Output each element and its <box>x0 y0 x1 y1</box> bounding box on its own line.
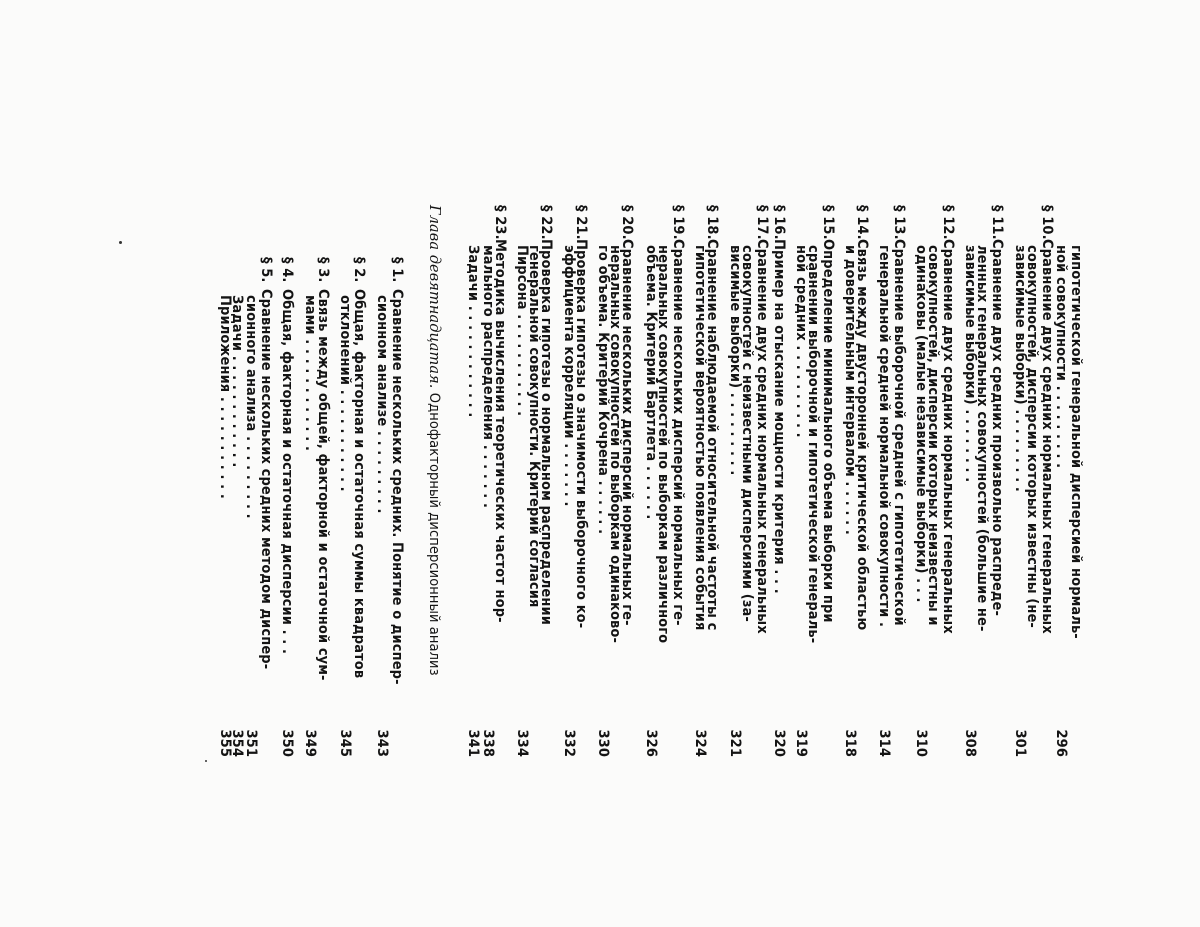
section-number: § 10. <box>1039 205 1055 240</box>
page-number: 334 <box>514 729 530 757</box>
toc-entry-text: неральных совокупностей по выборкам различного <box>655 245 671 644</box>
toc-line <box>793 205 809 765</box>
chapter-heading <box>426 205 442 765</box>
page-number: 349 <box>302 729 318 757</box>
toc-entry-text: мального распределения . . . . . . . <box>480 245 496 509</box>
toc-line <box>1053 205 1069 765</box>
toc-line <box>771 205 787 765</box>
toc-entry-text: Сравнение нескольких средних. Понятие о диспер- <box>389 289 405 685</box>
section-number: § 12. <box>940 205 956 240</box>
toc-entry-text: Связь между двусторонней критической областью <box>854 239 870 631</box>
toc-entry-text: Пирсона . . . . . . . . . . . <box>514 245 530 417</box>
toc-entry-text: висимые выборки) . . . . . . . . . <box>727 245 743 476</box>
toc-line <box>337 205 353 765</box>
toc-entry-text: эффициента корреляции . . . . . . . <box>561 245 577 507</box>
page-number: 308 <box>962 729 978 757</box>
toc-entry-text: Сравнение наблюдаемой относительной частоты с <box>704 239 720 631</box>
page-number: 343 <box>374 729 390 757</box>
toc-entry-text: совокупностей, дисперсии которых неизвестны и <box>925 245 941 626</box>
toc-line <box>243 205 259 765</box>
page-number: 351 <box>243 729 259 757</box>
section-number: § 16. <box>771 205 787 240</box>
page-number: 324 <box>692 729 708 757</box>
toc-entry-text: и доверительным интервалом . . . . . . <box>842 245 858 535</box>
page-number: 355 <box>217 729 233 757</box>
page-number: 296 <box>1053 729 1069 757</box>
toc-entry-text: Сравнение выборочной средней с гипотетической <box>891 239 907 626</box>
page-number: 338 <box>480 729 496 757</box>
toc-line <box>595 205 611 765</box>
toc-entry-text: неральных совокупностей по выборкам одинаково- <box>607 245 623 643</box>
section-number: § 15. <box>820 205 836 240</box>
toc-entry-text: Сравнение двух средних нормальных генеральных <box>754 239 770 634</box>
section-number: § 18. <box>704 205 720 240</box>
toc-line <box>302 205 318 765</box>
page-number: 320 <box>771 729 787 757</box>
toc-entry-text: сионного анализа . . . . . . . . . <box>243 295 259 519</box>
toc-line <box>876 205 892 765</box>
toc-entry-text: Сравнение двух средних произвольно распреде- <box>989 239 1005 617</box>
section-number: § 21. <box>573 205 589 240</box>
page-number: 332 <box>561 729 577 757</box>
scan-speck <box>205 760 207 762</box>
page-number: 326 <box>643 729 659 757</box>
toc-line <box>670 205 686 765</box>
chapter-label: Глава девятнадцатая. <box>426 205 442 389</box>
section-number: § 22. <box>538 205 554 240</box>
toc-entry-text: отклонений . . . . . . . . . . . <box>337 295 353 492</box>
toc-entry-text: сионном анализе . . . . . . . . . <box>374 295 390 514</box>
toc-line <box>727 205 743 765</box>
section-number: § 14. <box>854 205 870 240</box>
section-number: § 13. <box>891 205 907 240</box>
toc-entry-text: зависимые выборки) . . . . . . . . <box>962 245 978 483</box>
toc-entry-text: Сравнение нескольких дисперсий нормальных ге- <box>670 239 686 626</box>
toc-line <box>480 205 496 765</box>
section-number: § 11. <box>989 205 1005 240</box>
section-number: § 19. <box>670 205 686 240</box>
toc-line <box>258 205 274 765</box>
toc-entry-text: одинаковы (малые независимые выборки) . . . <box>913 245 929 603</box>
section-number: § 3. <box>315 257 331 283</box>
toc-entry-text: Проверка гипотезы о значимости выборочного ко- <box>573 239 589 629</box>
toc-line <box>643 205 659 765</box>
toc-entry-text: Сравнение двух средних нормальных генеральных <box>940 239 956 634</box>
page-number: 321 <box>727 729 743 757</box>
chapter-title: Однофакторный дисперсионный анализ <box>426 392 442 676</box>
toc-entry-text: сравнении выборочной и гипотетической генераль- <box>805 245 821 644</box>
page-number: 341 <box>465 729 481 757</box>
toc-line <box>561 205 577 765</box>
toc-entry-text: Общая, факторная и остаточная дисперсии . . . <box>279 289 295 655</box>
page-number: 354 <box>229 729 245 757</box>
toc-entry-text: мами . . . . . . . . . . . . <box>302 295 318 451</box>
toc-entry-text: генеральной совокупности. Критерий согласия <box>526 245 542 608</box>
section-number: § 4. <box>279 257 295 283</box>
toc-line <box>279 205 295 765</box>
table-of-contents <box>149 205 1084 765</box>
toc-line <box>1039 205 1055 765</box>
page-number: 319 <box>793 729 809 757</box>
toc-line <box>351 205 367 765</box>
toc-entry-text: Общая, факторная и остаточная суммы квадратов <box>351 289 367 679</box>
page-number: 318 <box>842 729 858 757</box>
toc-line <box>989 205 1005 765</box>
toc-entry-text: гипотетической вероятностью появления события <box>692 245 708 631</box>
toc-line <box>1068 205 1084 765</box>
toc-entry-text: Сравнение нескольких дисперсий нормальных ге- <box>619 239 635 626</box>
toc-line <box>842 205 858 765</box>
toc-entry-text: зависимые выборки) . . . . . . . . . <box>1012 245 1028 492</box>
toc-entry-text: Методика вычисления теоретических частот нор- <box>492 239 508 623</box>
page-number: 314 <box>876 729 892 757</box>
page-number: 330 <box>595 729 611 757</box>
toc-entry-text: Связь между общей, факторной и остаточной сум- <box>315 289 331 681</box>
page-number: 310 <box>913 729 929 757</box>
toc-entry-text: ленных генеральных совокупностей (большие не- <box>974 245 990 632</box>
toc-entry-text: гипотетической генеральной дисперсией нормаль- <box>1068 245 1084 639</box>
toc-entry-text: Задачи . . . . . . . . . . . . <box>229 295 245 468</box>
toc-entry-text: Задачи . . . . . . . . . . . . <box>465 245 481 418</box>
toc-entry-text: ной средних . . . . . . . . . . <box>793 245 809 438</box>
scan-speck <box>119 241 122 244</box>
toc-entry-text: ной совокупности . . . . . . . . . <box>1053 245 1069 469</box>
chapter-heading-text <box>426 205 442 676</box>
page-number: 301 <box>1012 729 1028 757</box>
toc-entry-text: Приложения . . . . . . . . . . . <box>217 295 233 499</box>
toc-entry-text: Проверка гипотезы о нормальном распределении <box>538 239 554 625</box>
toc-line <box>1012 205 1028 765</box>
section-number: § 17. <box>754 205 770 240</box>
toc-entry-text: Сравнение нескольких средних методом диспер- <box>258 289 274 670</box>
toc-entry-text: объема. Критерий Бартлета . . . . . . <box>643 245 659 520</box>
page-number: 345 <box>337 729 353 757</box>
section-number: § 1. <box>389 257 405 283</box>
toc-entry-text: Пример на отыскание мощности критерия . . . <box>771 239 787 594</box>
toc-line <box>913 205 929 765</box>
section-number: § 20. <box>619 205 635 240</box>
toc-entry-text: генеральной средней нормальной совокупности . <box>876 245 892 628</box>
section-number: § 5. <box>258 257 274 283</box>
toc-line <box>940 205 956 765</box>
toc-line <box>891 205 907 765</box>
page-number: 350 <box>279 729 295 757</box>
toc-line <box>820 205 836 765</box>
toc-line <box>389 205 405 765</box>
toc-line <box>962 205 978 765</box>
toc-entry-text: совокупностей, дисперсии которых известны (не- <box>1024 245 1040 628</box>
section-number: § 23. <box>492 205 508 240</box>
toc-line <box>692 205 708 765</box>
toc-entry-text: го объема. Критерий Кочрена . . . . . . <box>595 245 611 535</box>
toc-entry-text: совокупностей с неизвестными дисперсиями (за- <box>739 245 755 622</box>
toc-line <box>754 205 770 765</box>
toc-line <box>465 205 481 765</box>
toc-line <box>514 205 530 765</box>
section-number: § 2. <box>351 257 367 283</box>
toc-entry-text: Сравнение двух средних нормальных генеральных <box>1039 239 1055 634</box>
toc-line <box>217 205 233 765</box>
toc-line <box>374 205 390 765</box>
toc-entry-text: Определение минимального объема выборки при <box>820 239 836 623</box>
